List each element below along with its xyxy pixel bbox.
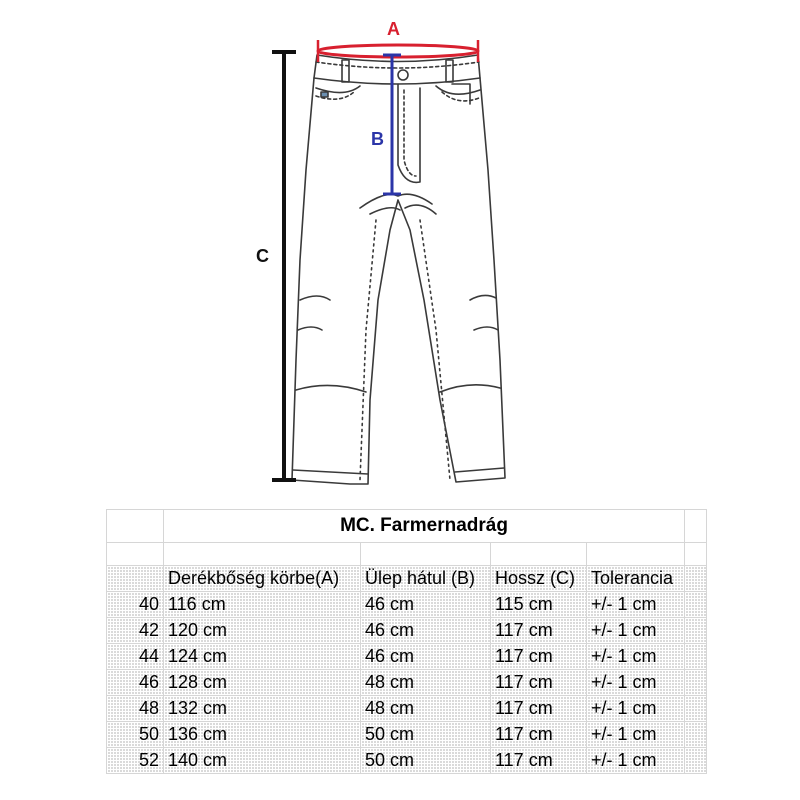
table-row — [107, 592, 707, 618]
size-cell: 42 — [107, 618, 164, 644]
seat-cell: 46 cm — [361, 592, 491, 618]
table-row — [107, 644, 707, 670]
header-waist: Derékbőség körbe(A) — [164, 566, 361, 592]
right-hem — [455, 468, 504, 472]
table-row — [107, 748, 707, 774]
length-cell: 117 cm — [491, 748, 587, 774]
header-row — [107, 566, 707, 592]
seat-cell: 48 cm — [361, 696, 491, 722]
dimension-b — [371, 55, 401, 194]
fly — [398, 84, 420, 182]
size-cell: 50 — [107, 722, 164, 748]
dimension-c — [256, 52, 296, 480]
table-row — [107, 696, 707, 722]
waist-cell: 120 cm — [164, 618, 361, 644]
table-title: MC. Farmernadrág — [164, 510, 685, 543]
length-cell: 117 cm — [491, 722, 587, 748]
table-row — [107, 618, 707, 644]
dimension-c-label: C — [256, 246, 269, 266]
length-cell: 117 cm — [491, 696, 587, 722]
waistband — [314, 55, 480, 84]
size-cell: 46 — [107, 670, 164, 696]
tolerance-cell: +/- 1 cm — [587, 618, 685, 644]
length-cell: 115 cm — [491, 592, 587, 618]
seat-cell: 46 cm — [361, 644, 491, 670]
size-cell: 48 — [107, 696, 164, 722]
size-chart-table — [106, 509, 707, 774]
table-row — [107, 670, 707, 696]
waist-cell: 136 cm — [164, 722, 361, 748]
length-cell: 117 cm — [491, 618, 587, 644]
seat-cell: 50 cm — [361, 748, 491, 774]
seat-cell: 48 cm — [361, 670, 491, 696]
tolerance-cell: +/- 1 cm — [587, 592, 685, 618]
button — [398, 70, 408, 80]
waist-cell: 128 cm — [164, 670, 361, 696]
seat-cell: 50 cm — [361, 722, 491, 748]
header-seat: Ülep hátul (B) — [361, 566, 491, 592]
header-tolerance: Tolerancia — [587, 566, 685, 592]
tolerance-cell: +/- 1 cm — [587, 644, 685, 670]
left-hem — [293, 470, 368, 474]
table-row — [107, 722, 707, 748]
title-row — [107, 510, 707, 543]
size-cell: 52 — [107, 748, 164, 774]
length-cell: 117 cm — [491, 644, 587, 670]
waist-cell: 140 cm — [164, 748, 361, 774]
tolerance-cell: +/- 1 cm — [587, 722, 685, 748]
size-cell: 44 — [107, 644, 164, 670]
waist-cell: 124 cm — [164, 644, 361, 670]
jeans-illustration — [292, 55, 505, 484]
waist-cell: 132 cm — [164, 696, 361, 722]
tolerance-cell: +/- 1 cm — [587, 748, 685, 774]
waist-cell: 116 cm — [164, 592, 361, 618]
length-cell: 117 cm — [491, 670, 587, 696]
header-size — [107, 566, 164, 592]
tolerance-cell: +/- 1 cm — [587, 696, 685, 722]
size-cell: 40 — [107, 592, 164, 618]
seat-cell: 46 cm — [361, 618, 491, 644]
tolerance-cell: +/- 1 cm — [587, 670, 685, 696]
dimension-a-label: A — [387, 19, 400, 39]
header-length: Hossz (C) — [491, 566, 587, 592]
dimension-b-label: B — [371, 129, 384, 149]
blank-row — [107, 543, 707, 566]
